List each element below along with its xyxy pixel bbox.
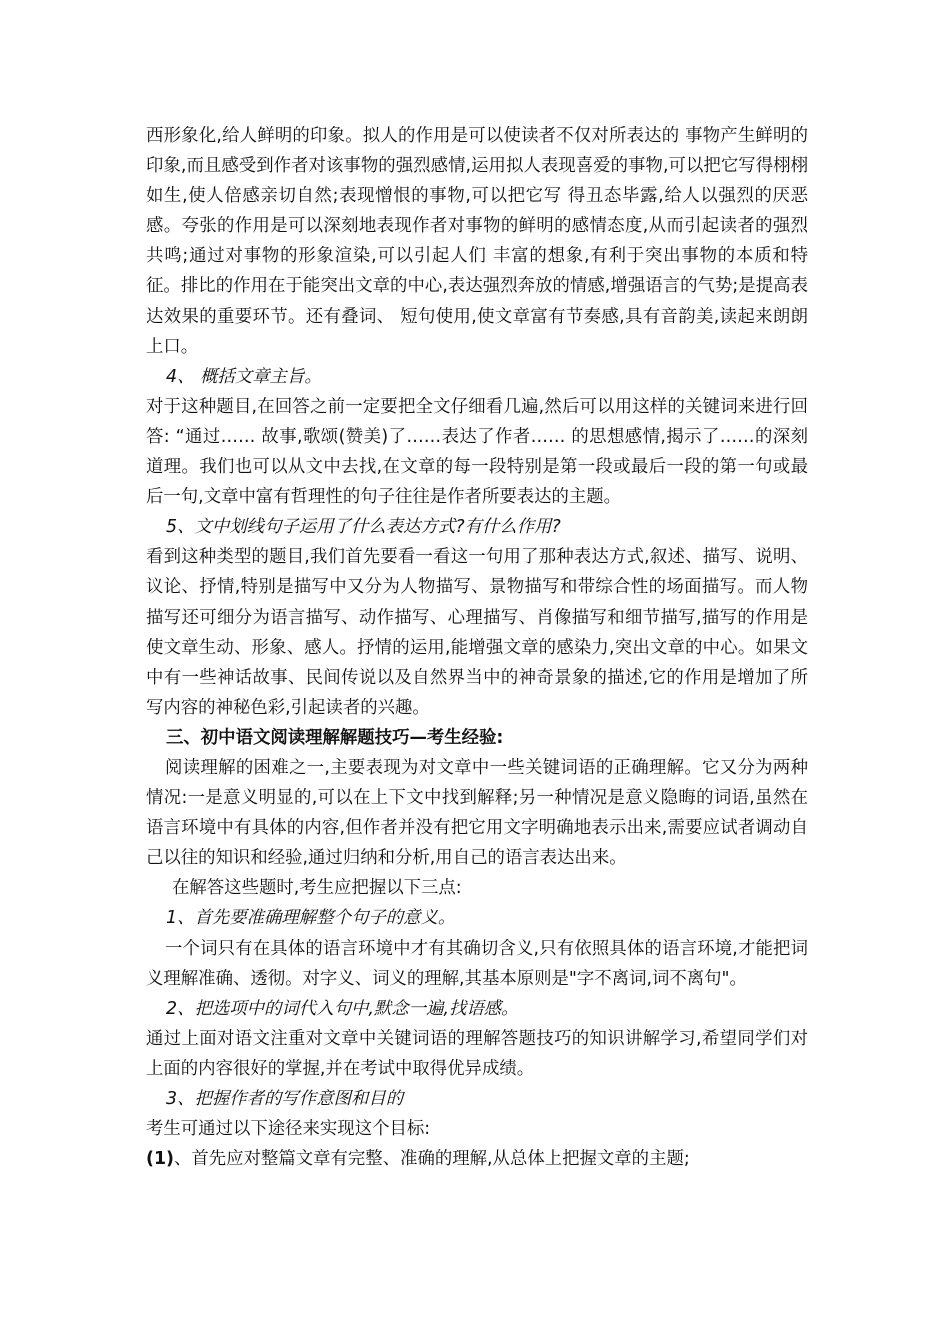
heading-underlined-sentence: 5、文中划线句子运用了什么表达方式?有什么作用? (166, 517, 561, 538)
paragraph-reading-difficulty: 阅读理解的困难之一,主要表现为对文章中一些关键词语的正确理解。它又分为两种情况:一是意义明显的,可以在上下文中找到解释;另一种情况是意义隐晦的词语,虽然在语言环境中有具体的内容,但作者并没有把它用文字明确地表示出来,需要应试者调动自己以往的知识和经验,通过归纳和分析,用自己的语言表达出来。 (146, 757, 808, 869)
heading-summarize-theme: 4、 概括文章主旨。 (166, 366, 322, 387)
paragraph-rhetoric-effects: 西形象化,给人鲜明的印象。拟人的作用是可以使读者不仅对所表达的 事物产生鲜明的印象,而且感受到作者对该事物的强烈感情,运用拟人表现喜爱的事物,可以把它写得栩栩如生,使人倍感亲切自然;表现憎恨的事物,可以把它写 得丑态毕露,给人以强烈的厌恶感。夸张的作用是可以深刻地表现作者对事物的鲜明的感情态度,从而引起读者的强烈共鸣;通过对事物的形象渲染,可以引起人们 丰富的想象,有利于突出事物的本质和特征。排比的作用在于能突出文章的中心,表达强烈奔放的情感,增强语言的气势;是提高表达效果的重要环节。还有叠词、 短句使用,使文章富有节奏感,具有音韵美,读起来朗朗上口。 (146, 126, 808, 357)
list-item-text: 、首先应对整篇文章有完整、准确的理解,从总体上把握文章的主题; (174, 1149, 690, 1170)
paragraph-expression-methods: 看到这种类型的题目,我们首先要看一看这一句用了那种表达方式,叙述、描写、说明、议论、抒情,特别是描写中又分为人物描写、景物描写和带综合性的场面描写。而人物描写还可细分为语言描写、动作描写、心理描写、肖像描写和细节描写,描写的作用是使文章生动、形象、感人。抒情的运用,能增强文章的感染力,突出文章的中心。如果文中有一些神话故事、民间传说以及自然界当中的神奇景象的描述,它的作用是增加了所写内容的神秘色彩,引起读者的兴趣。 (146, 547, 808, 718)
heading-point-3: 3、把握作者的写作意图和目的 (166, 1089, 404, 1109)
paragraph-summary-wish: 通过上面对语文注重对文章中关键词语的理解答题技巧的知识讲解学习,希望同学们对上面的内容很好的掌握,并在考试中取得优异成绩。 (146, 1028, 808, 1079)
paragraph-theme-method: 对于这种题目,在回答之前一定要把全文仔细看几遍,然后可以用这样的关键词来进行回答: “通过…… 故事,歌颂(赞美)了……表达了作者…… 的思想感情,揭示了……的深刻道理。我们也可以从文中去找,在文章的每一段特别是第一段或最后一段的第一句或最后一句,文章中富有哲理性的句子往往是作者所要表达的主题。 (146, 396, 808, 508)
paragraph-ways-intro: 考生可通过以下途径来实现这个目标: (146, 1119, 431, 1140)
paragraph-word-context: 一个词只有在具体的语言环境中才有其确切含义,只有依照具体的语言环境,才能把词义理解准确、透彻。对字义、词义的理解,其基本原则是"字不离词,词不离句"。 (146, 938, 808, 989)
document-page (146, 121, 808, 1174)
heading-point-1: 1、首先要准确理解整个句子的意义。 (166, 908, 456, 929)
list-item-number: (1) (146, 1149, 174, 1170)
paragraph-three-points-intro: 在解答这些题时,考生应把握以下三点: (172, 878, 462, 899)
heading-point-2: 2、把选项中的词代入句中,默念一遍,找语感。 (166, 998, 519, 1019)
section-heading-student-experience: 三、初中语文阅读理解解题技巧—考生经验: (166, 727, 504, 748)
list-item-1 (146, 1144, 808, 1174)
